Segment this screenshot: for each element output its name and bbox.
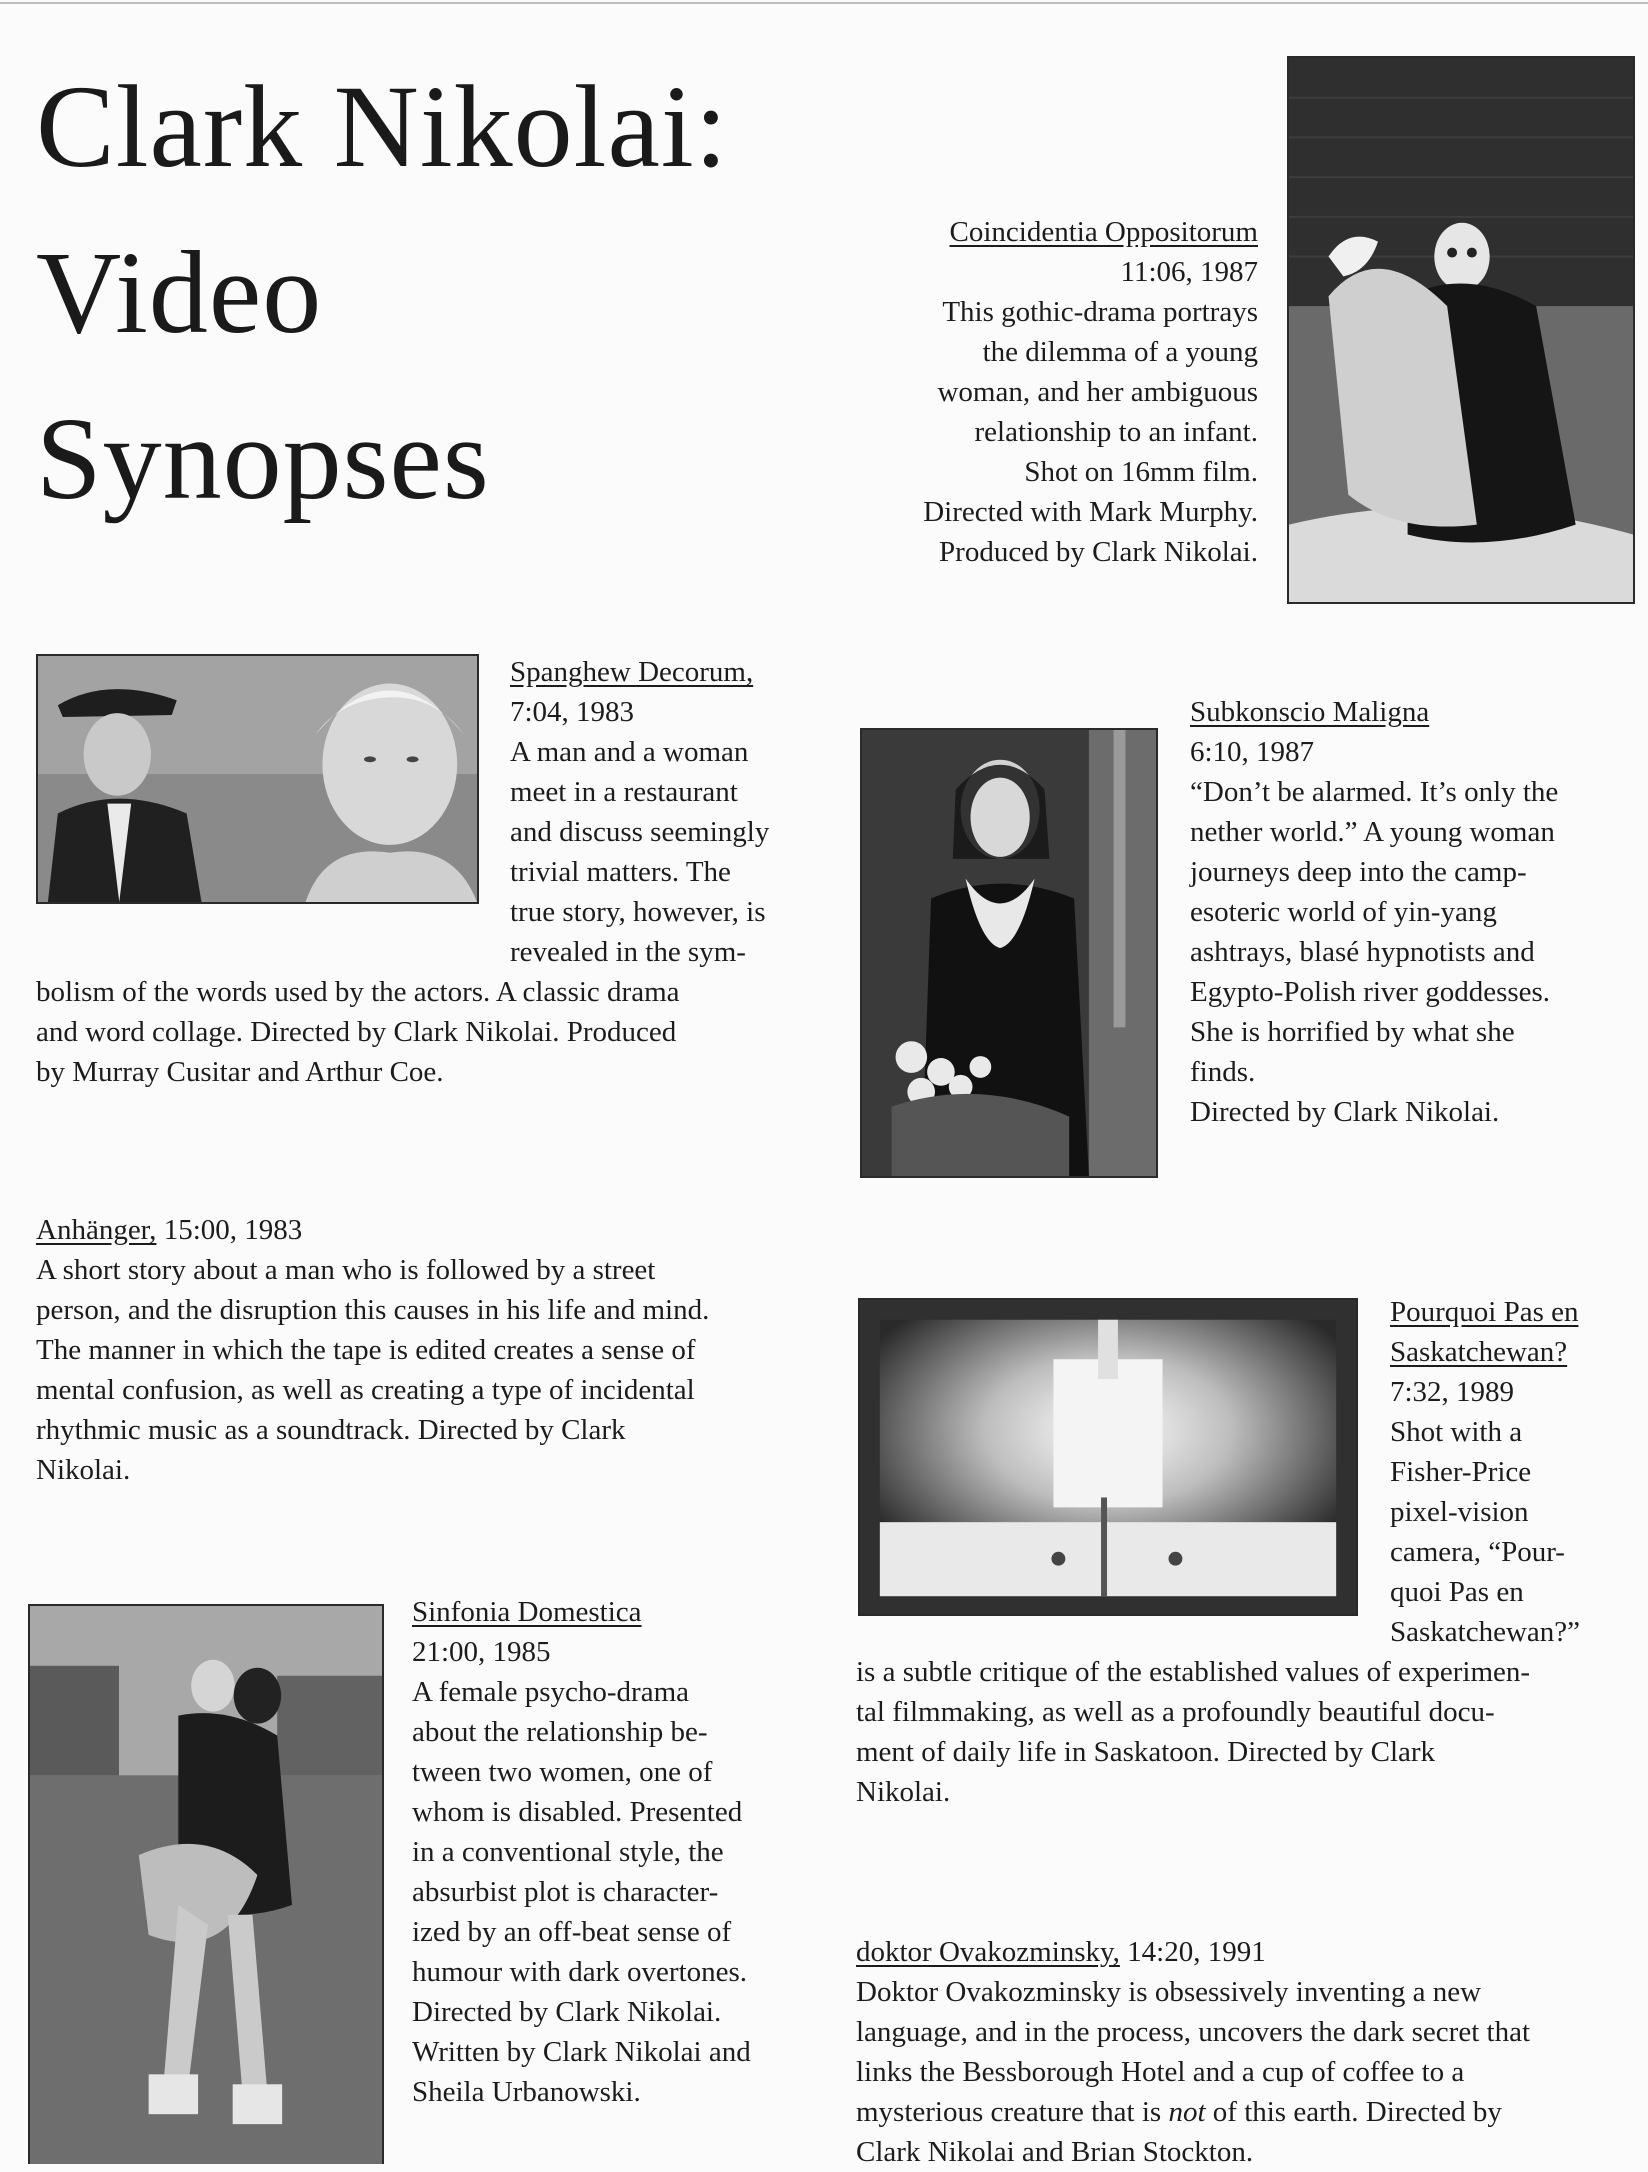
entry-text-line: Clark Nikolai and Brian Stockton.	[856, 2136, 1254, 2168]
entry-text-line: true story, however, is	[510, 896, 766, 928]
entry-text-line: in a conventional style, the	[412, 1836, 724, 1868]
entry-text-fragment: mysterious creature that is	[856, 2096, 1169, 2128]
entry-text-line: “Don’t be alarmed. It’s only the	[1190, 776, 1559, 808]
entry-text-line: is a subtle critique of the established values of experimen-	[856, 1656, 1531, 1688]
entry-heading-line	[36, 1210, 709, 1250]
entry-text-line: absurbist plot is character-	[412, 1876, 719, 1908]
entry-spanghew-decorum	[36, 652, 769, 1092]
entry-subkonscio-maligna	[1190, 692, 1558, 1132]
entry-text-line: trivial matters. The	[510, 856, 731, 888]
entry-text-line: Saskatchewan?”	[1390, 1616, 1581, 1648]
title-line-1: Clark Nikolai:	[36, 61, 729, 192]
page-title	[36, 44, 728, 542]
entry-text-line: humour with dark overtones.	[412, 1956, 748, 1988]
entry-text-line: ashtrays, blasé hypnotists and	[1190, 936, 1535, 968]
entry-duration-year: 11:06, 1987	[1120, 256, 1258, 288]
title-line-3: Synopses	[36, 393, 490, 524]
entry-text-line: Egypto-Polish river goddesses.	[1190, 976, 1551, 1008]
entry-text-line: ment of daily life in Saskatoon. Directed by Clark	[856, 1736, 1436, 1768]
entry-text-line: Produced by Clark Nikolai.	[939, 536, 1258, 568]
entry-text-line: and discuss seemingly	[510, 816, 770, 848]
entry-text-line: Shot on 16mm film.	[1024, 456, 1258, 488]
entry-title: Coincidentia Oppositorum	[949, 216, 1258, 248]
entry-doktor-ovakozminsky	[856, 1932, 1530, 2172]
photo-coincidentia-image	[1289, 58, 1633, 602]
entry-text-line: esoteric world of yin-yang	[1190, 896, 1497, 928]
entry-text-line: Doktor Ovakozminsky is obsessively inventing a new	[856, 1976, 1482, 2008]
entry-text-line: A man and a woman	[510, 736, 749, 768]
entry-text-line: language, and in the process, uncovers the dark secret that	[856, 2016, 1530, 2048]
entry-title: Sinfonia Domestica	[412, 1596, 642, 1628]
entry-text-line: Shot with a	[1390, 1416, 1523, 1448]
entry-text-line	[856, 2092, 1530, 2132]
entry-heading-line	[856, 1932, 1530, 1972]
entry-text-line: the dilemma of a young	[982, 336, 1258, 368]
entry-duration-year: 7:04, 1983	[510, 696, 635, 728]
entry-text-line: revealed in the sym-	[510, 936, 746, 968]
entry-text-fragment: of this earth. Directed by	[1205, 2096, 1502, 2128]
entry-text-line: woman, and her ambiguous	[937, 376, 1258, 408]
title-line-2: Video	[36, 227, 323, 358]
entry-text-line: The manner in which the tape is edited creates a sense of	[36, 1334, 696, 1366]
entry-anhanger	[36, 1210, 709, 1490]
entry-text-line: ized by an off-beat sense of	[412, 1916, 732, 1948]
photo-coincidentia-oppositorum	[1287, 56, 1635, 604]
entry-title: Spanghew Decorum,	[510, 656, 754, 688]
entry-text-line: person, and the disruption this causes in his life and mind.	[36, 1294, 710, 1326]
entry-text-line: A short story about a man who is followed by a street	[36, 1254, 656, 1286]
entry-text-line: camera, “Pour-	[1390, 1536, 1565, 1568]
entry-emphasis: not	[1168, 2096, 1206, 2128]
entry-text-line: tween two women, one of	[412, 1756, 713, 1788]
entry-coincidentia-oppositorum	[923, 212, 1258, 572]
photo-subkonscio-maligna	[860, 728, 1158, 1178]
entry-text-line: whom is disabled. Presented	[412, 1796, 743, 1828]
entry-text-line: Sheila Urbanowski.	[412, 2076, 641, 2108]
entry-text-line: Directed with Mark Murphy.	[923, 496, 1258, 528]
entry-title-cont: Saskatchewan?	[1390, 1336, 1568, 1368]
entry-text-line: by Murray Cusitar and Arthur Coe.	[36, 1056, 444, 1088]
entry-text-line: meet in a restaurant	[510, 776, 738, 808]
entry-text-line: Written by Clark Nikolai and	[412, 2036, 751, 2068]
entry-text-line: Nikolai.	[36, 1454, 131, 1486]
top-rule	[0, 2, 1648, 4]
entry-text-line: and word collage. Directed by Clark Nikolai. Produced	[36, 1016, 677, 1048]
entry-text-line: about the relationship be-	[412, 1716, 708, 1748]
entry-sinfonia-domestica	[412, 1592, 751, 2112]
entry-duration-year: 21:00, 1985	[412, 1636, 551, 1668]
entry-text-line: quoi Pas en	[1390, 1576, 1524, 1608]
entry-title: doktor Ovakozminsky,	[856, 1936, 1120, 1968]
entry-text-line: nether world.” A young woman	[1190, 816, 1555, 848]
photo-sinfonia-image	[30, 1606, 382, 2164]
photo-sinfonia-domestica	[28, 1604, 384, 2164]
entry-text-line: links the Bessborough Hotel and a cup of coffee to a	[856, 2056, 1465, 2088]
entry-duration-year: 15:00, 1983	[156, 1214, 303, 1246]
entry-duration-year: 7:32, 1989	[1390, 1376, 1515, 1408]
entry-text-line: A female psycho-drama	[412, 1676, 690, 1708]
entry-text-line: Nikolai.	[856, 1776, 951, 1808]
entry-duration-year: 14:20, 1991	[1119, 1936, 1266, 1968]
entry-title: Pourquoi Pas en	[1390, 1296, 1579, 1328]
entry-text-line: rhythmic music as a soundtrack. Directed by Clark	[36, 1414, 626, 1446]
entry-text-line: mental confusion, as well as creating a type of incidental	[36, 1374, 695, 1406]
entry-text-line: She is horrified by what she	[1190, 1016, 1515, 1048]
entry-text-line: finds.	[1190, 1056, 1256, 1088]
entry-pourquoi-pas-en-saskatchewan	[856, 1292, 1580, 1812]
entry-text-line: Directed by Clark Nikolai.	[1190, 1096, 1500, 1128]
entry-text-line: relationship to an infant.	[974, 416, 1258, 448]
entry-text-line: pixel-vision	[1390, 1496, 1529, 1528]
entry-duration-year: 6:10, 1987	[1190, 736, 1315, 768]
entry-text-line: Directed by Clark Nikolai.	[412, 1996, 722, 2028]
entry-text-line: Fisher-Price	[1390, 1456, 1532, 1488]
entry-text-line: This gothic-drama portrays	[942, 296, 1258, 328]
photo-subkonscio-image	[862, 730, 1156, 1176]
entry-text-line: bolism of the words used by the actors. A classic drama	[36, 976, 680, 1008]
entry-text-line: tal filmmaking, as well as a profoundly beautiful docu-	[856, 1696, 1495, 1728]
entry-text-line: journeys deep into the camp-	[1190, 856, 1527, 888]
entry-title: Anhänger,	[36, 1214, 157, 1246]
entry-title: Subkonscio Maligna	[1190, 696, 1430, 728]
